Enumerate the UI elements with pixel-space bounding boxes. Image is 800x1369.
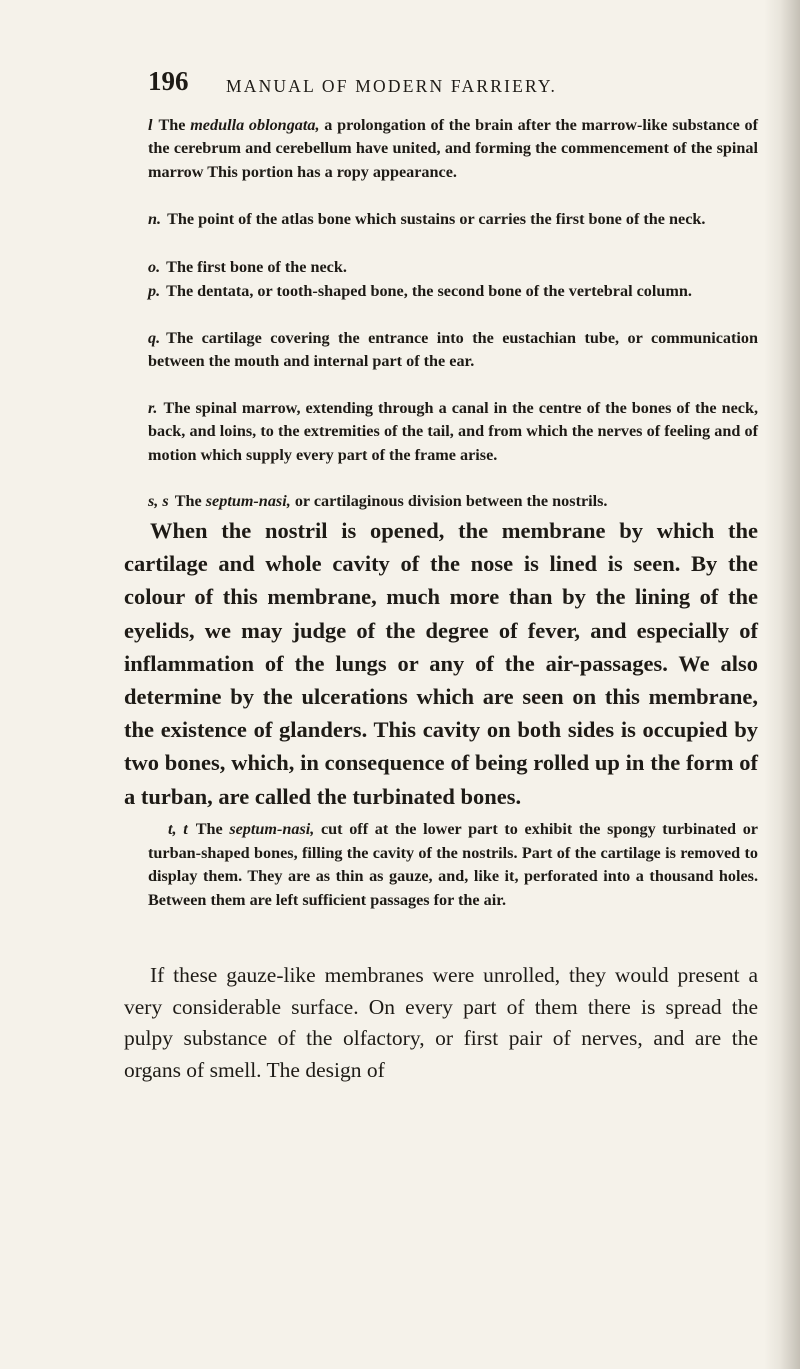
running-head: MANUAL OF MODERN FARRIERY.: [226, 76, 558, 96]
figure-note-n: [148, 208, 758, 231]
figure-note-q: [148, 327, 758, 374]
figure-note-o: [148, 256, 758, 279]
note-label: q.: [148, 329, 161, 347]
note-text: The spinal marrow, extending through a canal in the centre of the bones of the neck, back, and loins, to the extremities of the tail, and from which the nerves of feeling and of motion which supply every part of the frame arise.: [148, 399, 758, 464]
note-text: The dentata, or tooth-shaped bone, the second bone of the vertebral column.: [166, 282, 692, 300]
body-paragraph-1: When the nostril is opened, the membrane by which the cartilage and whole cavity of the nose is lined is seen. By the colour of this membrane, much more than by the lining of the eyelids, we may judge of the degree of fever, and especially of inflammation of the lungs or any of the air-passages. We also determine by the ulcerations which are seen on this membrane, the existence of glanders. This cavity on both sides is occupied by two bones, which, in consequence of being rolled up in the form of a turban, are called the turbinated bones.: [124, 518, 758, 809]
note-label: n.: [148, 210, 162, 228]
note-label: t, t: [168, 820, 188, 838]
figure-note-t: [148, 818, 758, 912]
note-label: r.: [148, 399, 158, 417]
note-text: The point of the atlas bone which sustains or carries the first bone of the neck.: [167, 210, 706, 228]
note-prefix: The: [174, 492, 206, 510]
body-paragraph-2: If these gauze-like membranes were unrolled, they would present a very considerable surface. On every part of them there is spread the pulpy substance of the olfactory, or first pair of nerves, and are the organs of smell. The design of: [124, 963, 758, 1082]
figure-note-p: [148, 280, 758, 303]
note-text: a prolongation of the brain after the marrow-like substance of the cerebrum and cerebellum have united, and forming the commencement of the spinal marrow This portion has a ropy appearance.: [148, 116, 758, 181]
note-italic-term: medulla oblongata,: [190, 116, 320, 134]
note-text: The cartilage covering the entrance into the eustachian tube, or communication between the mouth and internal part of the ear.: [148, 329, 758, 371]
figure-note-s: [148, 490, 758, 513]
note-prefix: The: [195, 820, 230, 838]
note-italic-term: septum-nasi,: [205, 492, 291, 510]
note-label: l: [148, 116, 153, 134]
note-italic-term: septum-nasi,: [229, 820, 315, 838]
note-label: p.: [148, 282, 161, 300]
note-prefix: The: [158, 116, 191, 134]
note-text: cut off at the lower part to exhibit the spongy turbinated or turban-shaped bones, filling the cavity of the nostrils. Part of the cartilage is removed to display them. They are as thin as gauze, and, like it, perforated into a thousand holes. Between them are left sufficient passages for the air.: [148, 820, 758, 909]
figure-note-l: [148, 114, 758, 184]
note-label: o.: [148, 258, 161, 276]
figure-note-r: [148, 397, 758, 467]
page-edge-shadow: [764, 0, 800, 1369]
note-text: or cartilaginous division between the nostrils.: [290, 492, 608, 510]
page-number: 196: [148, 66, 189, 96]
note-text: The first bone of the neck.: [166, 258, 347, 276]
note-label: s, s: [148, 492, 169, 510]
